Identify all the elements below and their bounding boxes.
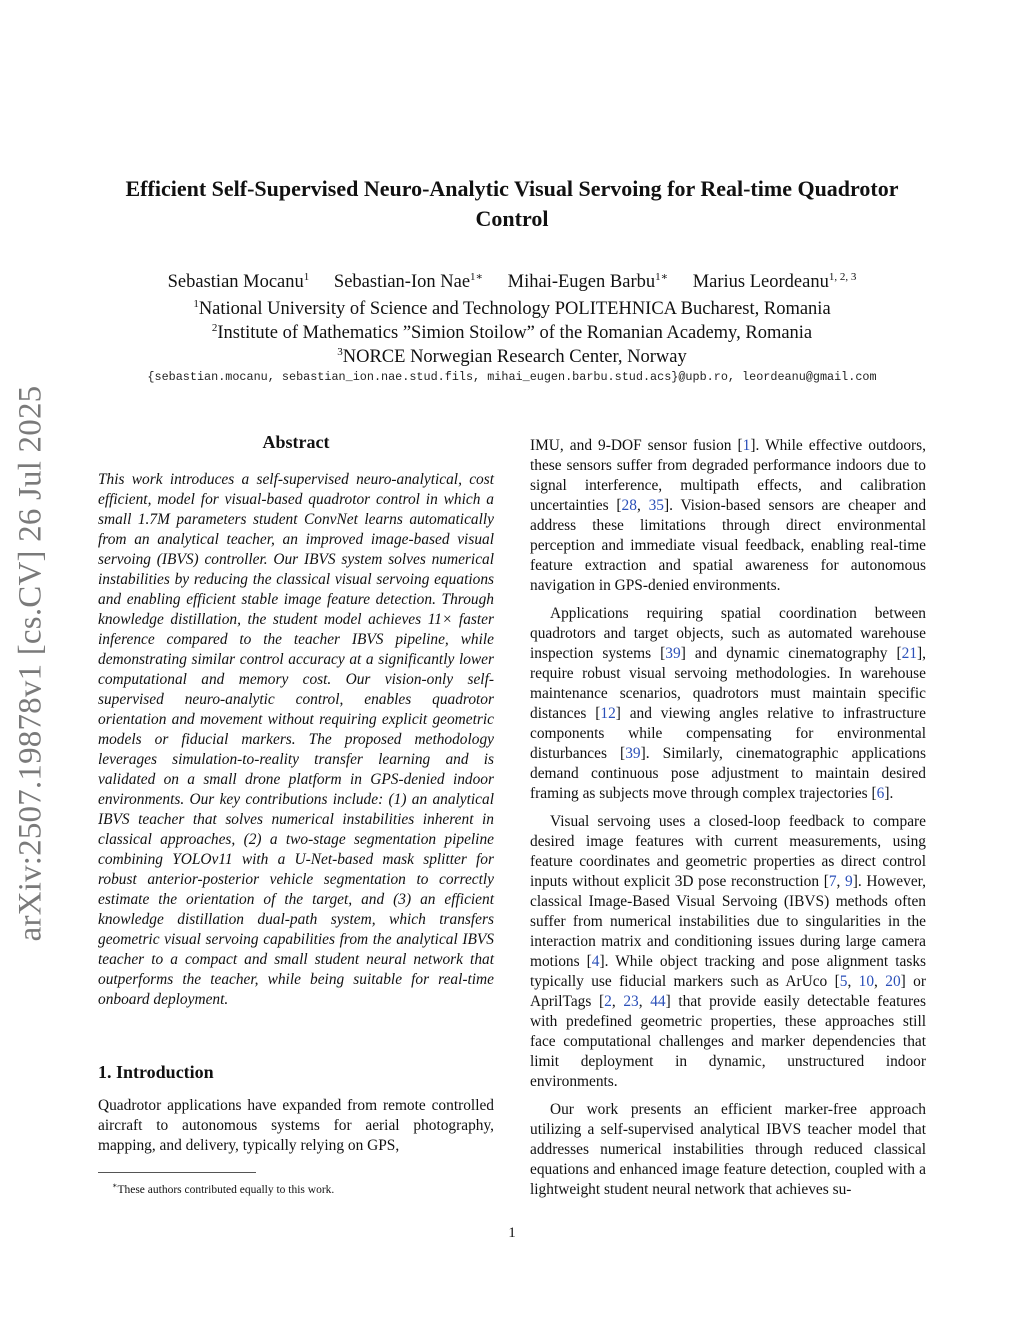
affiliation: $^3$NORCE Norwegian Research Center, Norway: [337, 346, 687, 368]
citation-link[interactable]: 35: [648, 497, 664, 514]
affiliation: $^1$National University of Science and Technology POLITEHNICA Bucharest, Romania: [193, 298, 831, 320]
author: Sebastian Mocanu$^1$: [167, 271, 310, 293]
paragraph-text: ]. Vision-based sensors are cheaper and address these limitations through direct environmental perception and immediate visual feedback, enabling real-time feature extraction and spatial awareness for autonomous navigation in GPS-denied environments.: [530, 497, 927, 594]
paragraph-text: Visual servoing uses a closed-loop feedback to compare desired image features with current measurements, using feature coordinates and geometric properties as direct control inputs without explicit 3D pose reconstruction [: [530, 813, 926, 890]
citation-link[interactable]: 23: [623, 993, 639, 1010]
citation-link[interactable]: 10: [858, 973, 875, 990]
abstract-heading: Abstract: [262, 432, 330, 452]
abstract-text: This work introduces a self-supervised neuro-analytical, cost efficient, model for visual-based quadrotor control in which a small 1.7M parameters student ConvNet learns automatically from an analytical teacher, an improved image-based visual servoing (IBVS) controller. Our IBVS system solves numerical instabilities by reducing the classical visual servoing equations and enabling efficient stable image feature detection. Through knowledge distillation, the student model achieves 11× faster inference compared to the teacher IBVS pipeline, while demonstrating similar control accuracy at a significantly lower computational and memory cost. Our vision-only self-supervised neuro-analytic control, enables quadrotor orientation and movement without requiring explicit geometric models or fiducial markers. The proposed methodology leverages simulation-to-reality transfer learning and is validated on a small drone platform in GPS-denied indoor environments. Our key contributions include: (1) an analytical IBVS teacher that solves numerical instabilities inherent in classical approaches, (2) a two-stage segmentation pipeline combining YOLOv11 with a U-Net-based mask splitter for robust anterior-posterior vehicle segmentation to correctly estimate the orientation of the target, and (3) an efficient knowledge distillation dual-path system, which transfers geometric visual servoing capabilities from the analytical IBVS teacher to a compact and small student neural network that outperforms the teacher, while being suitable for real-time onboard deployment.: [98, 471, 494, 1008]
body-paragraph: [530, 1100, 926, 1200]
citation-link[interactable]: 20: [885, 973, 901, 990]
left-column: [98, 432, 494, 1156]
citation-link[interactable]: 12: [600, 705, 616, 722]
affiliation: $^2$Institute of Mathematics ”Simion Stoilow” of the Romanian Academy, Romania: [211, 322, 813, 344]
citation-link[interactable]: 5: [839, 973, 848, 990]
author-emails: {sebastian.mocanu, sebastian_ion.nae.stud.fils, mihai_eugen.barbu.stud.acs}@upb.ro, leordeanu@gmail.com: [147, 370, 877, 384]
author: Marius Leordeanu$^{1, 2, 3}$: [692, 271, 857, 293]
body-paragraph: [530, 604, 926, 804]
paragraph-text: ,: [836, 873, 846, 890]
paragraph-text: ] and dynamic cinematography [: [680, 645, 902, 662]
paragraph-text: ]. Similarly, cinematographic applications demand continuous pose adjustment to maintain desired framing as subjects move through complex trajectories [: [530, 745, 926, 802]
footnote-divider: [98, 1172, 256, 1173]
citation-link[interactable]: 2: [604, 993, 612, 1010]
body-paragraph: [530, 812, 926, 1092]
paragraph-text: ,: [874, 973, 886, 990]
citation-link[interactable]: 44: [650, 993, 666, 1010]
paragraph-text: ,: [611, 993, 624, 1010]
paragraph-text: ] and viewing angles relative to infrastructure components while compensating for environmental disturbances [: [530, 705, 926, 762]
author-list: [80, 266, 944, 294]
paragraph-text: Applications requiring spatial coordination between quadrotors and target objects, such as automated warehouse inspection systems [: [530, 605, 926, 662]
paragraph-text: ,: [847, 973, 859, 990]
arxiv-id: arXiv:2507.19878v1 [cs.CV] 26 Jul 2025: [12, 385, 49, 941]
paragraph-text: ], require robust visual servoing methodologies. In warehouse maintenance scenarios, quadrotors must maintain specific distances [: [530, 645, 926, 722]
citation-link[interactable]: 39: [625, 745, 641, 762]
introduction-heading: 1. Introduction: [98, 1062, 214, 1082]
footnote: ∗These authors contributed equally to this work.: [112, 1181, 335, 1196]
body-paragraph: [530, 436, 926, 596]
author: Mihai-Eugen Barbu$^{1∗}$: [507, 271, 669, 293]
citation-link[interactable]: 4: [591, 953, 600, 970]
paragraph-text: ]. While object tracking and pose alignment tasks typically use fiducial markers such as ArUco [: [530, 953, 927, 990]
introduction-paragraph: Quadrotor applications have expanded from remote controlled aircraft to autonomous systems for aerial photography, mapping, and delivery, typically relying on GPS,: [98, 1097, 494, 1154]
citation-link[interactable]: 7: [828, 873, 837, 890]
citation-link[interactable]: 21: [901, 645, 918, 662]
paragraph-text: ]. However, classical Image-Based Visual Servoing (IBVS) methods often suffer from numerical instabilities due to singularities in the interaction matrix and conditioning issues during large camera motions [: [530, 873, 926, 970]
citation-link[interactable]: 9: [845, 873, 853, 890]
citation-link[interactable]: 6: [876, 785, 885, 802]
arxiv-watermark: [1, 376, 61, 950]
paragraph-text: ,: [636, 497, 649, 514]
paragraph-text: IMU, and 9-DOF sensor fusion [: [530, 437, 743, 454]
page-number: 1: [508, 1225, 516, 1241]
citation-link[interactable]: 28: [621, 497, 637, 514]
paper-title: Efficient Self-Supervised Neuro-Analytic Visual Servoing for Real-time Quadrotor Control: [125, 176, 899, 231]
paragraph-text: ] or AprilTags [: [530, 973, 926, 1010]
citation-link[interactable]: 39: [665, 645, 681, 662]
right-column: [530, 436, 926, 1200]
paragraph-text: ] that provide easily detectable features with predefined geometric properties, these approaches still face computational challenges and marker dependencies that limit deployment in dynamic, unstructured indoor environments.: [530, 993, 927, 1090]
author: Sebastian-Ion Nae$^{1∗}$: [333, 271, 484, 293]
paragraph-text: ,: [638, 993, 651, 1010]
citation-link[interactable]: 1: [742, 437, 751, 454]
paragraph-text: ]. While effective outdoors, these sensors suffer from degraded performance indoors due to signal interference, multipath effects, and calibration uncertainties [: [530, 437, 926, 514]
paragraph-text: ].: [884, 785, 894, 802]
paragraph-text: Our work presents an efficient marker-free approach utilizing a self-supervised analytical IBVS teacher model that addresses numerical instabilities through reduced classical equations and enhanced image feature detection, coupled with a lightweight student neural network that achieves su-: [530, 1101, 926, 1198]
